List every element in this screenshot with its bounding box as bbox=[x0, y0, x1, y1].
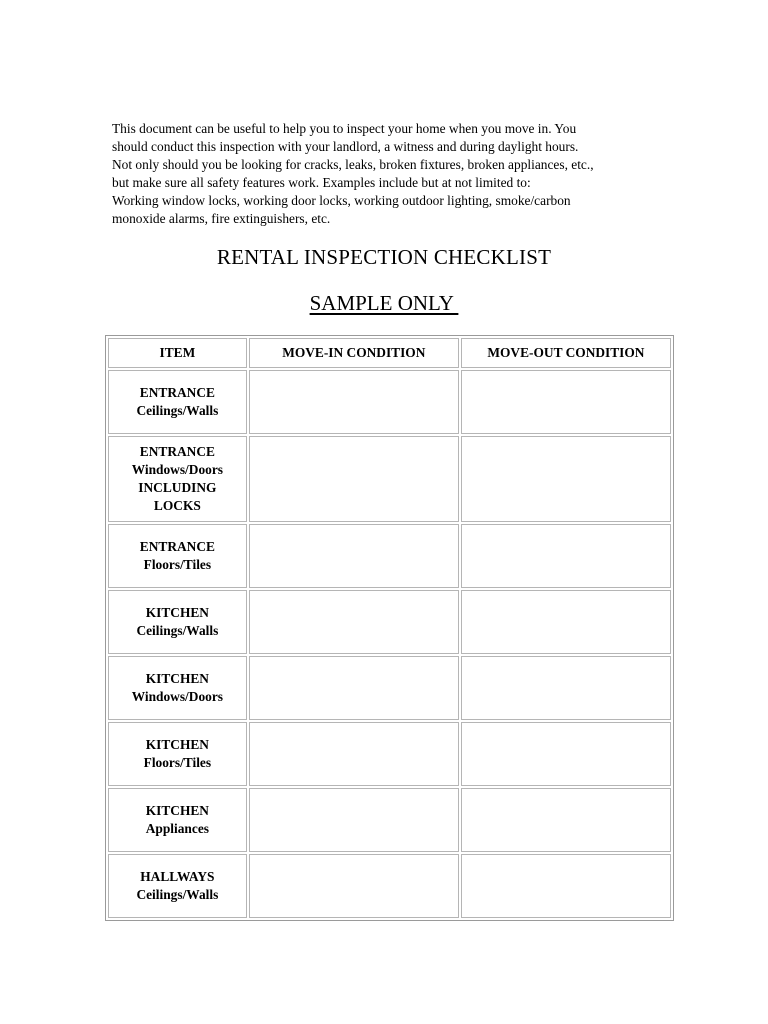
move-out-condition-cell[interactable] bbox=[461, 722, 671, 786]
item-cell bbox=[108, 370, 247, 434]
table-row bbox=[108, 788, 671, 852]
table-row bbox=[108, 722, 671, 786]
move-out-condition-cell[interactable] bbox=[461, 436, 671, 522]
item-cell bbox=[108, 524, 247, 588]
intro-line: This document can be useful to help you to inspect your home when you move in. You bbox=[112, 121, 577, 136]
intro-line: should conduct this inspection with your landlord, a witness and during daylight hours. bbox=[112, 139, 579, 154]
inspection-checklist-table bbox=[105, 335, 674, 921]
item-cell bbox=[108, 788, 247, 852]
item-label-line: Windows/Doors bbox=[131, 689, 223, 704]
table-row bbox=[108, 370, 671, 434]
item-label-line: KITCHEN bbox=[145, 671, 209, 686]
item-label-line: Floors/Tiles bbox=[143, 755, 212, 770]
item-label-line: ENTRANCE bbox=[139, 539, 215, 554]
move-out-condition-cell[interactable] bbox=[461, 788, 671, 852]
document-subtitle bbox=[0, 291, 768, 316]
item-label-line: HALLWAYS bbox=[140, 869, 215, 884]
move-in-condition-cell[interactable] bbox=[249, 788, 459, 852]
sample-only-label: SAMPLE ONLY bbox=[309, 291, 459, 315]
move-in-condition-cell[interactable] bbox=[249, 436, 459, 522]
item-label-line: ENTRANCE bbox=[139, 385, 215, 400]
item-label-line: Ceilings/Walls bbox=[136, 623, 219, 638]
intro-line: monoxide alarms, fire extinguishers, etc. bbox=[112, 211, 331, 226]
move-out-condition-cell[interactable] bbox=[461, 524, 671, 588]
move-in-condition-cell[interactable] bbox=[249, 524, 459, 588]
item-cell bbox=[108, 854, 247, 918]
table-row bbox=[108, 854, 671, 918]
item-label-line: LOCKS bbox=[153, 498, 201, 513]
move-out-condition-cell[interactable] bbox=[461, 656, 671, 720]
item-label-line: Appliances bbox=[145, 821, 209, 836]
table-row bbox=[108, 656, 671, 720]
item-label-line: KITCHEN bbox=[145, 605, 209, 620]
item-cell bbox=[108, 656, 247, 720]
item-cell bbox=[108, 590, 247, 654]
table-row bbox=[108, 590, 671, 654]
move-in-condition-cell[interactable] bbox=[249, 590, 459, 654]
item-label-line: Windows/Doors bbox=[131, 462, 223, 477]
header-move-in-condition: MOVE-IN CONDITION bbox=[249, 338, 459, 368]
table-header-row bbox=[108, 338, 671, 368]
item-cell bbox=[108, 436, 247, 522]
intro-line: but make sure all safety features work. Examples include but at not limited to: bbox=[112, 175, 531, 190]
intro-paragraph bbox=[112, 120, 672, 228]
item-label-line: Ceilings/Walls bbox=[136, 887, 219, 902]
item-label-line: KITCHEN bbox=[145, 737, 209, 752]
table-row bbox=[108, 524, 671, 588]
item-label-line: Floors/Tiles bbox=[143, 557, 212, 572]
item-label-line: ENTRANCE bbox=[139, 444, 215, 459]
checklist-body bbox=[108, 370, 671, 918]
item-label-line: Ceilings/Walls bbox=[136, 403, 219, 418]
move-out-condition-cell[interactable] bbox=[461, 370, 671, 434]
move-out-condition-cell[interactable] bbox=[461, 590, 671, 654]
item-label-line: KITCHEN bbox=[145, 803, 209, 818]
move-in-condition-cell[interactable] bbox=[249, 656, 459, 720]
header-item: ITEM bbox=[108, 338, 247, 368]
header-move-out-condition: MOVE-OUT CONDITION bbox=[461, 338, 671, 368]
intro-line: Not only should you be looking for cracks, leaks, broken fixtures, broken appliances, etc., bbox=[112, 157, 594, 172]
item-label-line: INCLUDING bbox=[138, 480, 217, 495]
table-row bbox=[108, 436, 671, 522]
item-cell bbox=[108, 722, 247, 786]
document-title: RENTAL INSPECTION CHECKLIST bbox=[216, 245, 552, 269]
intro-line: Working window locks, working door locks, working outdoor lighting, smoke/carbon bbox=[112, 193, 571, 208]
move-in-condition-cell[interactable] bbox=[249, 854, 459, 918]
move-in-condition-cell[interactable] bbox=[249, 370, 459, 434]
move-in-condition-cell[interactable] bbox=[249, 722, 459, 786]
move-out-condition-cell[interactable] bbox=[461, 854, 671, 918]
